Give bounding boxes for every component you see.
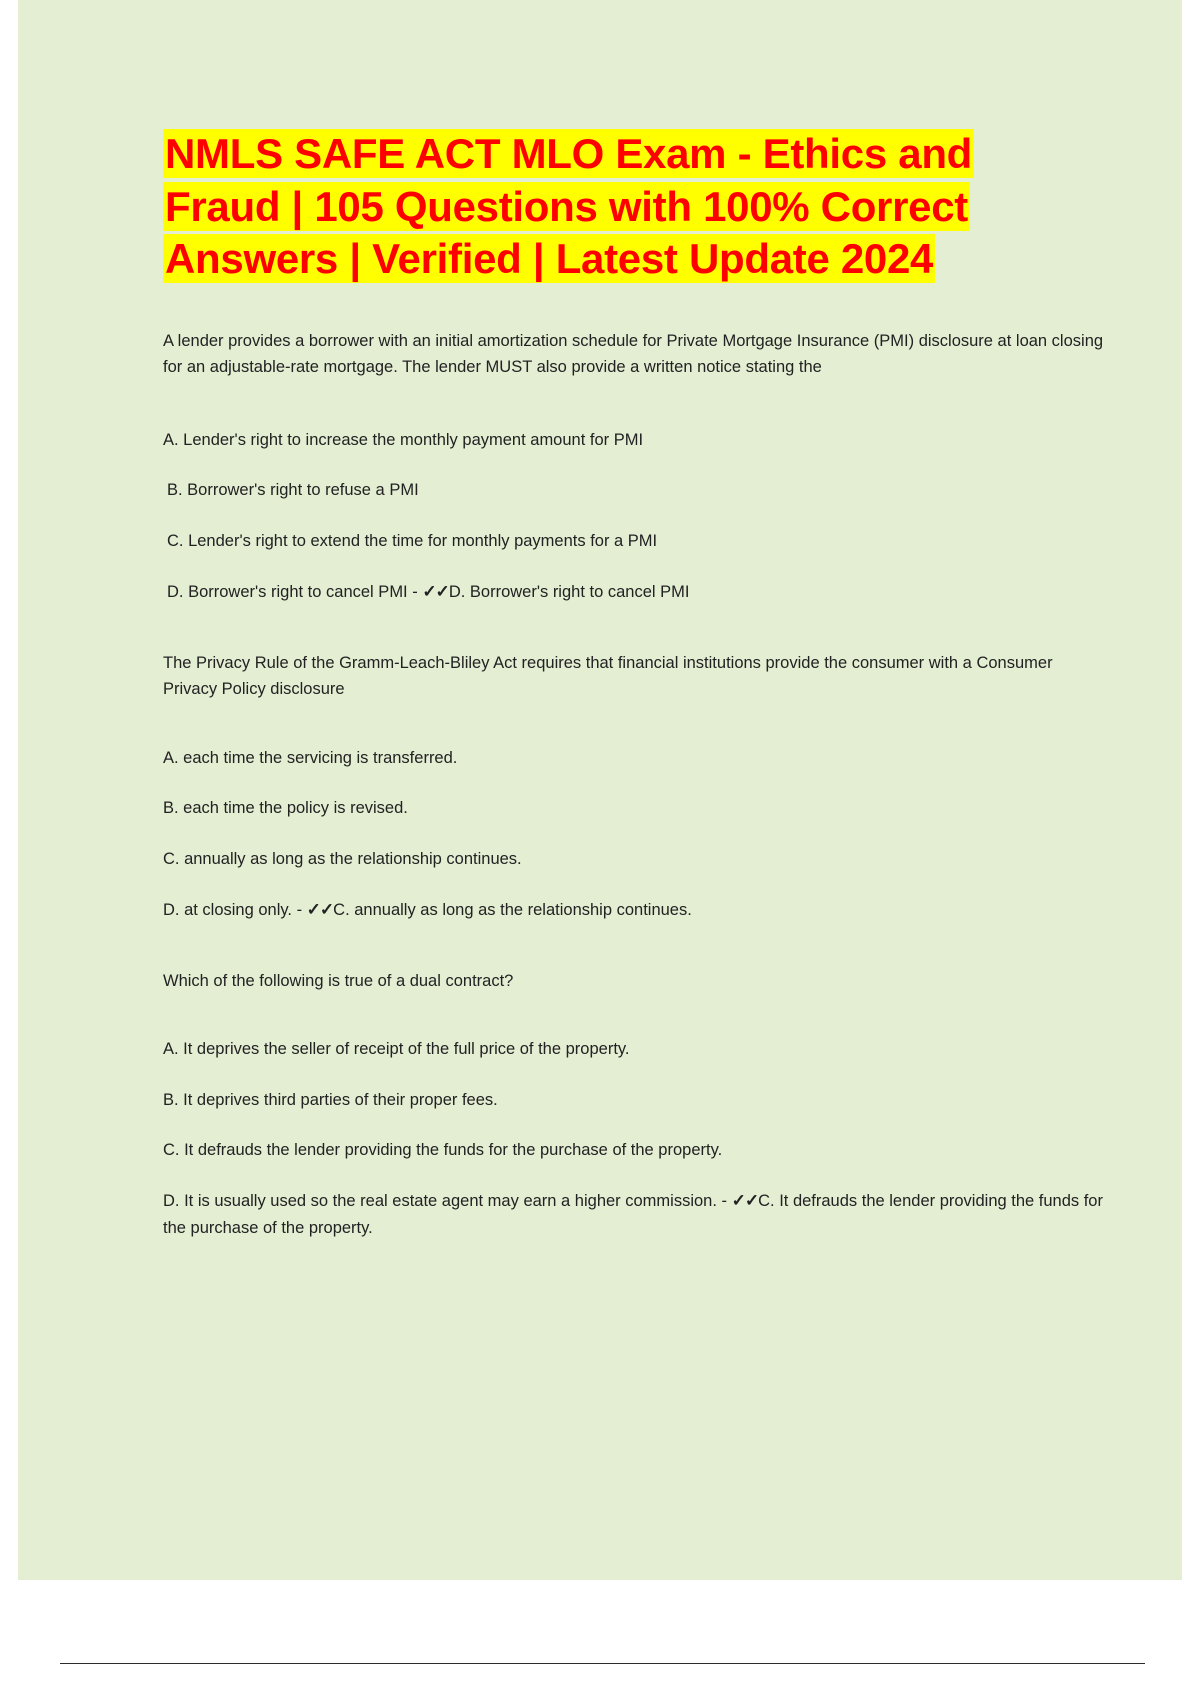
- check-mark-icon: ✓✓: [731, 1191, 759, 1211]
- title-line-2: Fraud | 105 Questions with 100% Correct: [165, 182, 968, 230]
- option-text: D. at closing only. -: [163, 901, 307, 920]
- option-text: D. It is usually used so the real estate agent may earn a higher commission. -: [163, 1192, 732, 1211]
- question-option: C. Lender's right to extend the time for monthly payments for a PMI: [167, 531, 658, 550]
- question-option-with-answer: [163, 1187, 1108, 1241]
- question-block-1: [163, 328, 1108, 606]
- title-line-3: Answers | Verified | Latest Update 2024: [165, 235, 934, 282]
- check-mark-icon: ✓✓: [422, 582, 449, 602]
- question-option: B. each time the policy is revised.: [163, 799, 408, 818]
- question-option-with-answer: [163, 578, 1108, 605]
- question-option: B. Borrower's right to refuse a PMI: [167, 481, 419, 500]
- answer-text: C. annually as long as the relationship continues.: [333, 901, 692, 920]
- question-option: A. It deprives the seller of receipt of the full price of the property.: [163, 1040, 630, 1059]
- question-option: A. each time the servicing is transferred.: [163, 748, 458, 767]
- document-page: [18, 0, 1182, 1580]
- document-content: [163, 128, 1108, 1285]
- question-option: C. It defrauds the lender providing the funds for the purchase of the property.: [163, 1141, 723, 1159]
- question-option: B. It deprives third parties of their proper fees.: [163, 1090, 498, 1109]
- question-stem: The Privacy Rule of the Gramm-Leach-Bliley Act requires that financial institutions provide the consumer with a Consumer Privacy Policy disclosure: [163, 653, 1053, 699]
- answer-text: C. It defrauds the lender providing the funds for the purchase of the property.: [163, 1192, 1103, 1237]
- page-bottom-area: [0, 1580, 1200, 1700]
- question-stem: Which of the following is true of a dual contract?: [163, 971, 514, 990]
- check-mark-icon: ✓✓: [306, 900, 334, 920]
- question-block-3: [163, 968, 1108, 1242]
- question-option-with-answer: [163, 896, 1108, 923]
- question-block-2: [163, 650, 1108, 924]
- answer-text: D. Borrower's right to cancel PMI: [448, 583, 690, 602]
- question-option: C. annually as long as the relationship continues.: [163, 849, 522, 868]
- document-title: [163, 128, 1108, 286]
- question-stem: A lender provides a borrower with an initial amortization schedule for Private Mortgage Insurance (PMI) disclosure at loan closing for an adjustable-rate mortgage. The lender MUST also provide a written notice stating the: [163, 331, 1104, 377]
- footer-divider: [60, 1663, 1145, 1664]
- question-option: A. Lender's right to increase the monthly payment amount for PMI: [163, 430, 644, 449]
- title-line-1: NMLS SAFE ACT MLO Exam - Ethics and: [165, 130, 973, 177]
- option-text: D. Borrower's right to cancel PMI -: [167, 583, 423, 602]
